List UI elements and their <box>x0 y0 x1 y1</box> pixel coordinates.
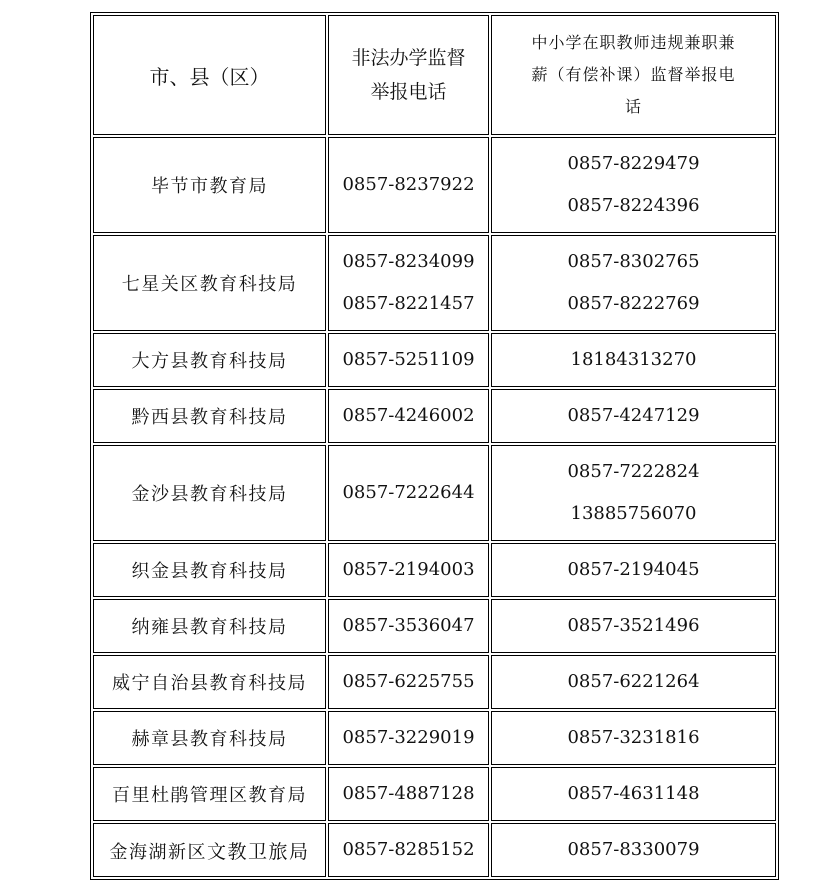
phone-number: 0857-8224396 <box>567 195 700 216</box>
phone-number: 0857-8285152 <box>342 839 475 860</box>
phone-number: 0857-8302765 <box>567 251 700 272</box>
region-name: 威宁自治县教育科技局 <box>93 655 326 709</box>
illegal-school-phone <box>328 137 489 233</box>
region-name: 黔西县教育科技局 <box>93 389 326 443</box>
region-name <box>93 823 326 877</box>
header-line: 举报电话 <box>370 81 447 103</box>
region-name: 赫章县教育科技局 <box>93 711 326 765</box>
region-name: 七星关区教育科技局 <box>93 235 326 331</box>
region-name: 毕节市教育局 <box>93 137 326 233</box>
phone-number: 0857-8222769 <box>567 293 700 314</box>
phone-number: 0857-3229019 <box>342 727 475 748</box>
teacher-moonlighting-phone <box>491 389 776 443</box>
illegal-school-phone <box>328 823 489 877</box>
table-row <box>93 655 776 709</box>
region-name: 织金县教育科技局 <box>93 543 326 597</box>
header-region: 市、县（区） <box>93 15 326 135</box>
phone-number: 0857-8237922 <box>342 174 475 195</box>
teacher-moonlighting-phone <box>491 445 776 541</box>
phone-number: 0857-2194003 <box>342 559 475 580</box>
region-name: 大方县教育科技局 <box>93 333 326 387</box>
teacher-moonlighting-phone <box>491 767 776 821</box>
teacher-moonlighting-phone <box>491 333 776 387</box>
teacher-moonlighting-phone <box>491 235 776 331</box>
illegal-school-phone <box>328 445 489 541</box>
region-name: 纳雍县教育科技局 <box>93 599 326 653</box>
header-line: 非法办学监督 <box>351 47 466 69</box>
table-row <box>93 823 776 877</box>
phone-number: 0857-4247129 <box>567 405 700 426</box>
phone-number: 0857-4631148 <box>567 783 700 804</box>
teacher-moonlighting-phone <box>491 711 776 765</box>
region-name-part: 文教卫旅局 <box>206 840 310 863</box>
header-row <box>93 15 776 135</box>
header-teacher-moonlighting-hotline <box>491 15 776 135</box>
phone-number: 0857-7222824 <box>567 461 700 482</box>
illegal-school-phone <box>328 235 489 331</box>
phone-number: 0857-4246002 <box>342 405 475 426</box>
phone-number: 0857-5251109 <box>342 349 475 370</box>
region-name-part: 金海湖新区 <box>109 841 207 863</box>
table-row <box>93 235 776 331</box>
phone-number: 0857-6225755 <box>342 671 475 692</box>
teacher-moonlighting-phone <box>491 137 776 233</box>
phone-number: 0857-8221457 <box>342 293 475 314</box>
hotline-table <box>90 12 779 880</box>
table-row <box>93 137 776 233</box>
phone-number: 0857-4887128 <box>342 783 475 804</box>
table-row <box>93 767 776 821</box>
table-row <box>93 711 776 765</box>
illegal-school-phone <box>328 655 489 709</box>
table-row <box>93 445 776 541</box>
illegal-school-phone <box>328 767 489 821</box>
illegal-school-phone <box>328 599 489 653</box>
teacher-moonlighting-phone <box>491 543 776 597</box>
header-line: 话 <box>624 97 642 116</box>
illegal-school-phone <box>328 333 489 387</box>
header-line: 中小学在职教师违规兼职兼 <box>531 33 736 52</box>
region-name: 百里杜鹃管理区教育局 <box>93 767 326 821</box>
phone-number: 0857-3521496 <box>567 615 700 636</box>
phone-number: 0857-3536047 <box>342 615 475 636</box>
teacher-moonlighting-phone <box>491 599 776 653</box>
region-name: 金沙县教育科技局 <box>93 445 326 541</box>
phone-number: 0857-2194045 <box>567 559 700 580</box>
table-row <box>93 599 776 653</box>
table-row <box>93 543 776 597</box>
phone-number: 0857-3231816 <box>567 727 700 748</box>
illegal-school-phone <box>328 389 489 443</box>
phone-number: 18184313270 <box>570 349 697 370</box>
phone-number: 0857-8229479 <box>567 153 700 174</box>
phone-number: 0857-6221264 <box>567 671 700 692</box>
phone-number: 13885756070 <box>570 503 697 524</box>
header-illegal-school-hotline <box>328 15 489 135</box>
teacher-moonlighting-phone <box>491 655 776 709</box>
illegal-school-phone <box>328 711 489 765</box>
teacher-moonlighting-phone <box>491 823 776 877</box>
phone-number: 0857-7222644 <box>342 482 475 503</box>
table-row <box>93 333 776 387</box>
phone-number: 0857-8234099 <box>342 251 475 272</box>
table-row <box>93 389 776 443</box>
illegal-school-phone <box>328 543 489 597</box>
header-line: 薪（有偿补课）监督举报电 <box>531 65 736 84</box>
phone-number: 0857-8330079 <box>567 839 700 860</box>
